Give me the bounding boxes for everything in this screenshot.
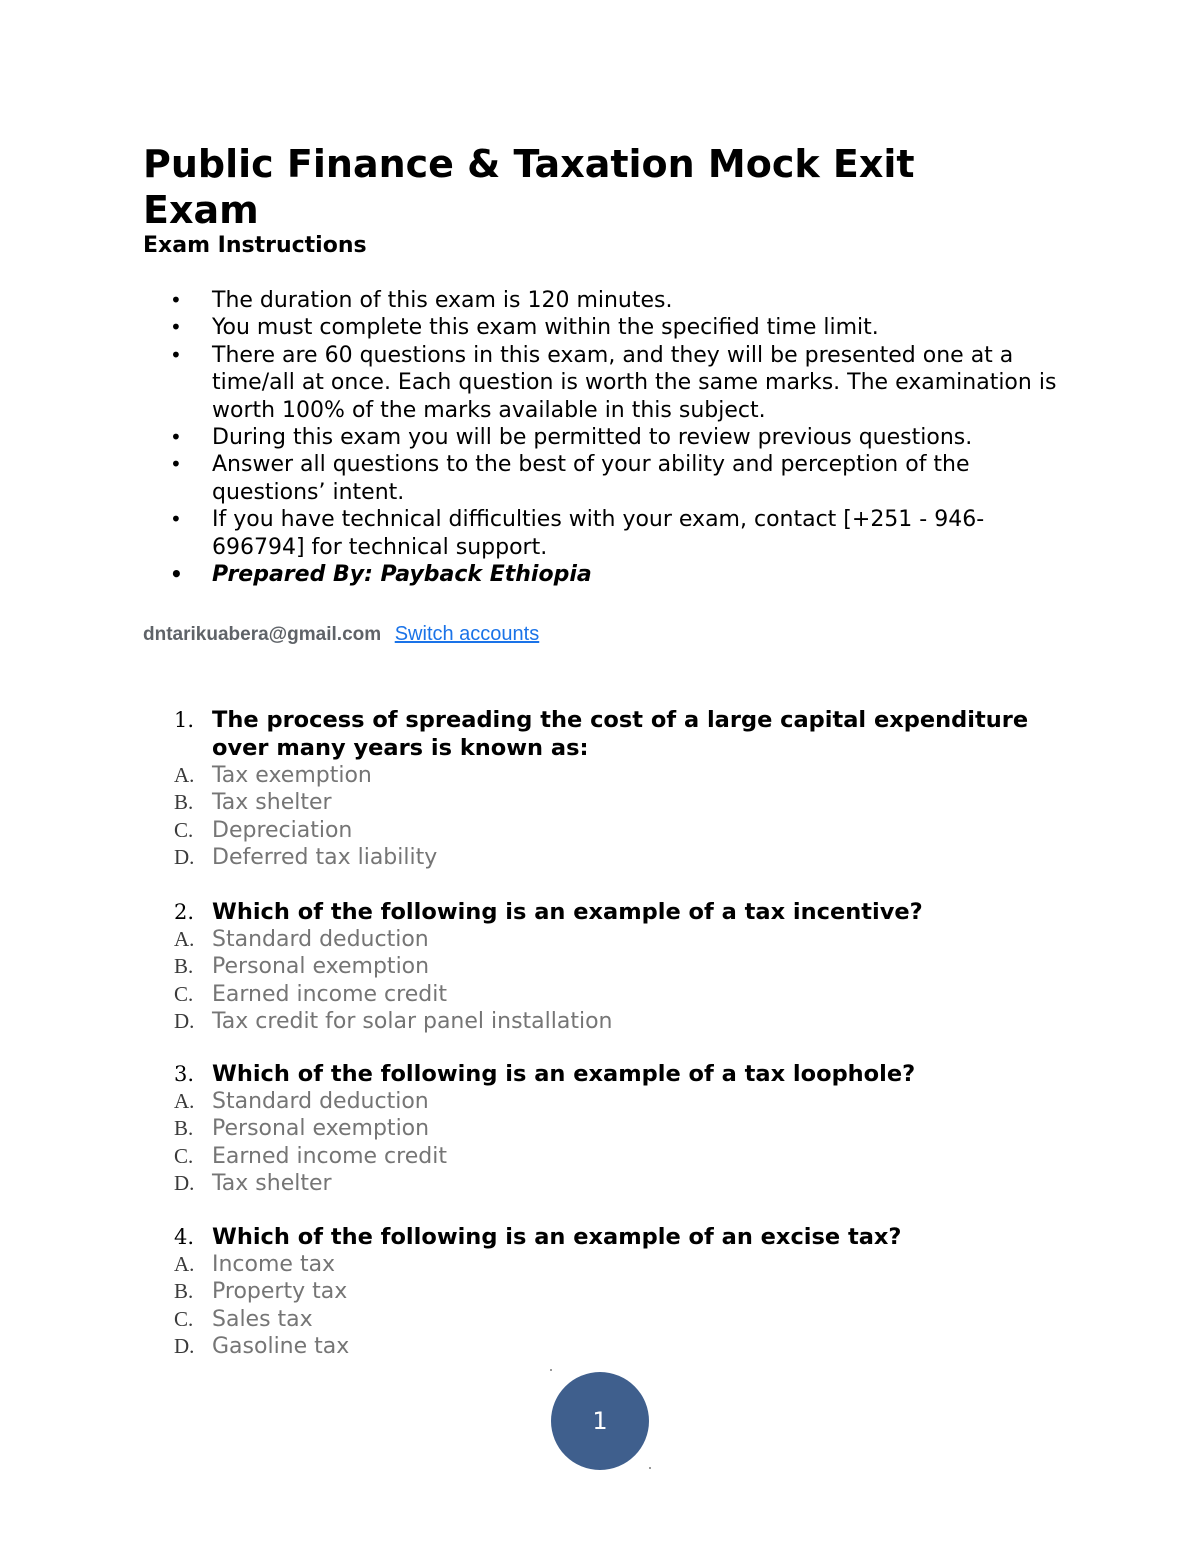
- bullet-icon: •: [170, 425, 182, 450]
- question-number: 3.: [174, 1062, 195, 1086]
- option-text: Tax exemption: [212, 763, 372, 788]
- list-item: [170, 451, 1070, 506]
- question-text: [174, 1223, 1074, 1251]
- option-text: Tax shelter: [212, 1171, 332, 1197]
- list-item: [170, 506, 1070, 561]
- option-text: Sales tax: [212, 1306, 313, 1332]
- option-letter: D.: [174, 845, 195, 870]
- option-text: Earned income credit: [212, 981, 447, 1007]
- question-block: [174, 706, 1074, 872]
- option-text: Personal exemption: [212, 1116, 430, 1142]
- answer-option[interactable]: [174, 817, 1074, 844]
- option-letter: C.: [174, 981, 194, 1006]
- question-text: [174, 706, 1074, 762]
- answer-option[interactable]: [174, 789, 1074, 816]
- instruction-text: Answer all questions to the best of your ability and perception of the questions’ intent.: [212, 452, 970, 505]
- list-item: [170, 287, 1070, 314]
- bullet-icon: •: [170, 315, 182, 340]
- question-number: 2.: [174, 900, 195, 924]
- question-number: 4.: [174, 1225, 195, 1249]
- instruction-text: You must complete this exam within the specified time limit.: [212, 315, 879, 341]
- bullet-icon: •: [170, 342, 182, 367]
- question-text: [174, 1060, 1074, 1088]
- answer-option[interactable]: [174, 1143, 1074, 1170]
- answer-option[interactable]: [174, 1008, 1074, 1035]
- decorative-dot: [550, 1369, 552, 1371]
- page-number-badge: 1: [551, 1372, 649, 1470]
- question-number: 1.: [174, 708, 195, 732]
- option-letter: C.: [174, 1306, 194, 1331]
- account-email: dntarikuabera@gmail.com: [143, 624, 382, 645]
- question-text: [174, 898, 1074, 926]
- option-letter: D.: [174, 1171, 195, 1196]
- answer-option[interactable]: [174, 1088, 1074, 1115]
- option-letter: D.: [174, 1334, 195, 1359]
- question-label: Which of the following is an example of a tax loophole?: [212, 1061, 916, 1087]
- instruction-text: During this exam you will be permitted to review previous questions.: [212, 425, 973, 451]
- option-letter: C.: [174, 817, 194, 842]
- account-line: [143, 621, 539, 648]
- answer-option[interactable]: [174, 1251, 1074, 1278]
- option-text: Standard deduction: [212, 927, 429, 952]
- option-text: Tax shelter: [212, 790, 332, 816]
- option-text: Income tax: [212, 1252, 336, 1277]
- option-text: Property tax: [212, 1279, 348, 1305]
- instructions-heading: Exam Instructions: [143, 233, 367, 258]
- bullet-icon: •: [170, 562, 183, 587]
- instruction-text: If you have technical difficulties with your exam, contact [+251 - 946-696794] for technical support.: [212, 507, 985, 560]
- option-letter: B.: [174, 954, 194, 979]
- answer-option[interactable]: [174, 1333, 1074, 1360]
- list-item: [170, 342, 1070, 424]
- instructions-list: [170, 287, 1070, 588]
- option-text: Gasoline tax: [212, 1334, 350, 1360]
- answer-option[interactable]: [174, 981, 1074, 1008]
- question-label: Which of the following is an example of an excise tax?: [212, 1224, 902, 1250]
- answer-option[interactable]: [174, 1115, 1074, 1142]
- answer-option[interactable]: [174, 1306, 1074, 1333]
- answer-option[interactable]: [174, 926, 1074, 953]
- option-text: Depreciation: [212, 817, 353, 843]
- bullet-icon: •: [170, 288, 182, 312]
- question-block: [174, 1060, 1074, 1198]
- decorative-dot: [649, 1467, 651, 1469]
- question-label: The process of spreading the cost of a large capital expenditure over many years is known as:: [212, 707, 1029, 761]
- option-letter: B.: [174, 1116, 194, 1141]
- question-label: Which of the following is an example of a tax incentive?: [212, 899, 923, 925]
- bullet-icon: •: [170, 507, 182, 532]
- switch-accounts-link[interactable]: Switch accounts: [394, 623, 540, 645]
- option-text: Deferred tax liability: [212, 845, 438, 871]
- page-title: Public Finance & Taxation Mock Exit Exam: [143, 142, 915, 232]
- option-letter: A.: [174, 927, 195, 951]
- answer-option[interactable]: [174, 1278, 1074, 1305]
- option-text: Standard deduction: [212, 1089, 429, 1114]
- answer-option[interactable]: [174, 953, 1074, 980]
- prepared-by-text: Prepared By: Payback Ethiopia: [212, 562, 592, 588]
- option-letter: B.: [174, 790, 194, 815]
- option-letter: A.: [174, 1252, 195, 1276]
- answer-option[interactable]: [174, 844, 1074, 871]
- instruction-text: There are 60 questions in this exam, and they will be presented one at a time/all at once. Each question is worth the same marks. The examination is worth 100% of the marks available in this subject.: [212, 342, 1057, 423]
- option-letter: A.: [174, 763, 195, 787]
- option-letter: A.: [174, 1089, 195, 1113]
- list-item: [170, 314, 1070, 341]
- option-text: Personal exemption: [212, 954, 430, 980]
- option-letter: C.: [174, 1143, 194, 1168]
- bullet-icon: •: [170, 452, 182, 477]
- list-item: [170, 424, 1070, 451]
- list-item: [170, 561, 1070, 588]
- instruction-text: The duration of this exam is 120 minutes.: [212, 288, 673, 313]
- answer-option[interactable]: [174, 762, 1074, 789]
- option-text: Tax credit for solar panel installation: [212, 1009, 613, 1035]
- option-text: Earned income credit: [212, 1143, 447, 1169]
- question-block: [174, 898, 1074, 1036]
- option-letter: D.: [174, 1009, 195, 1034]
- question-block: [174, 1223, 1074, 1361]
- answer-option[interactable]: [174, 1170, 1074, 1197]
- option-letter: B.: [174, 1279, 194, 1304]
